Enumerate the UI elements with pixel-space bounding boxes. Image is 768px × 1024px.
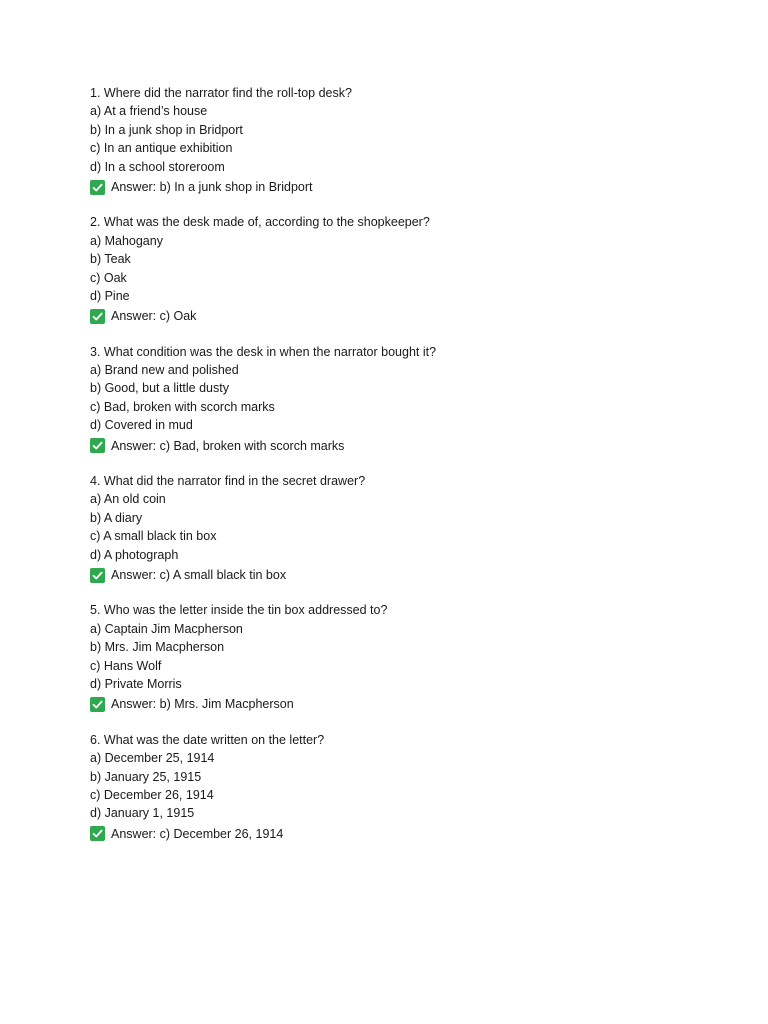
check-mark-icon (90, 697, 105, 712)
answer-text: Answer: c) A small black tin box (111, 567, 287, 582)
option-d: d) January 1, 1915 (90, 806, 195, 821)
option-d: d) Covered in mud (90, 418, 193, 433)
question-block (90, 601, 730, 713)
option-d: d) In a school storeroom (90, 159, 225, 174)
check-mark-icon (90, 826, 105, 841)
option-d: d) Pine (90, 288, 130, 303)
quiz-document (90, 84, 730, 860)
answer-line (90, 566, 730, 584)
answer-text: Answer: c) Oak (111, 309, 197, 324)
check-mark-icon (90, 309, 105, 324)
option-b: b) Mrs. Jim Macpherson (90, 640, 225, 655)
option-a: a) Brand new and polished (90, 363, 239, 378)
option-b: b) Good, but a little dusty (90, 381, 229, 396)
answer-line (90, 307, 730, 325)
option-c: c) A small black tin box (90, 529, 217, 544)
question-text: 5. Who was the letter inside the tin box addressed to? (90, 603, 388, 618)
option-a: a) Mahogany (90, 233, 163, 248)
option-b: b) In a junk shop in Bridport (90, 122, 243, 137)
option-c: c) December 26, 1914 (90, 787, 214, 802)
option-c: c) Oak (90, 270, 127, 285)
answer-line (90, 825, 730, 843)
answer-text: Answer: c) Bad, broken with scorch marks (111, 438, 345, 453)
question-block (90, 84, 730, 196)
question-block (90, 343, 730, 455)
answer-line (90, 695, 730, 713)
answer-text: Answer: b) In a junk shop in Bridport (111, 179, 313, 194)
question-block (90, 472, 730, 584)
question-text: 2. What was the desk made of, according to the shopkeeper? (90, 215, 430, 230)
option-a: a) December 25, 1914 (90, 751, 215, 766)
question-text: 6. What was the date written on the letter? (90, 732, 325, 747)
answer-line (90, 437, 730, 455)
option-a: a) An old coin (90, 492, 166, 507)
option-a: a) At a friend’s house (90, 104, 208, 119)
question-text: 1. Where did the narrator find the roll-top desk? (90, 86, 352, 100)
question-block (90, 731, 730, 843)
option-a: a) Captain Jim Macpherson (90, 621, 243, 636)
option-d: d) A photograph (90, 547, 179, 562)
check-mark-icon (90, 438, 105, 453)
answer-text: Answer: b) Mrs. Jim Macpherson (111, 697, 294, 712)
question-block (90, 213, 730, 325)
option-b: b) Teak (90, 252, 131, 267)
answer-line (90, 178, 730, 196)
question-text: 3. What condition was the desk in when the narrator bought it? (90, 344, 437, 359)
option-b: b) A diary (90, 510, 143, 525)
option-d: d) Private Morris (90, 676, 182, 691)
question-text: 4. What did the narrator find in the secret drawer? (90, 474, 366, 489)
check-mark-icon (90, 568, 105, 583)
option-c: c) Bad, broken with scorch marks (90, 399, 275, 414)
option-b: b) January 25, 1915 (90, 769, 202, 784)
answer-text: Answer: c) December 26, 1914 (111, 826, 284, 841)
option-c: c) Hans Wolf (90, 658, 162, 673)
check-mark-icon (90, 180, 105, 195)
option-c: c) In an antique exhibition (90, 141, 233, 156)
